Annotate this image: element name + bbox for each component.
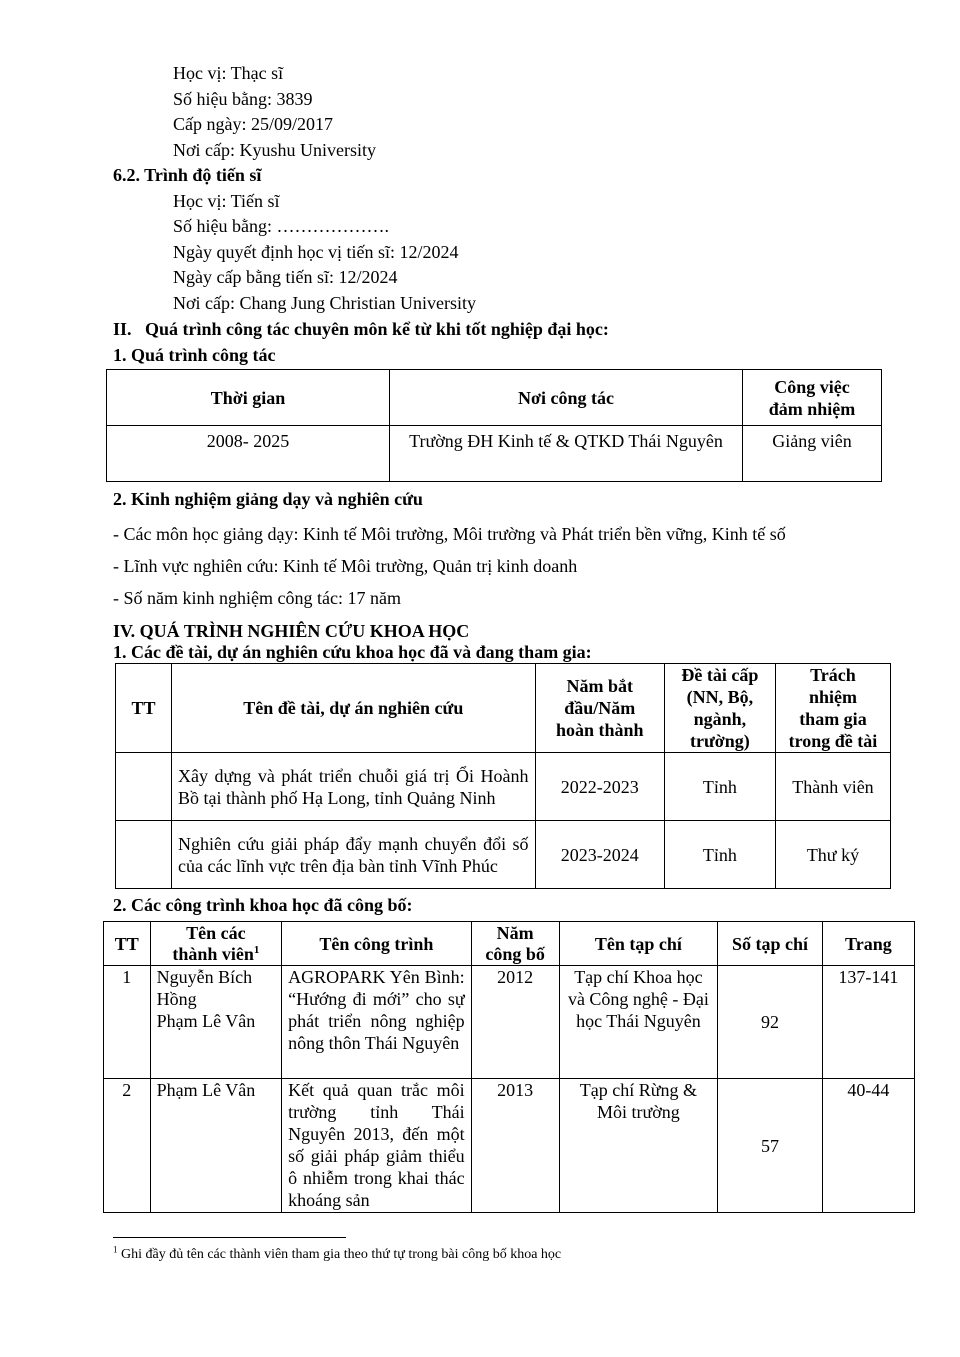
header-journal: Tên tạp chí — [559, 922, 717, 966]
cell-years: 2023-2024 — [535, 821, 664, 889]
cell-pages: 137-141 — [822, 966, 914, 1079]
cell-level: Tỉnh — [664, 753, 775, 821]
header-year: Năm công bố — [471, 922, 559, 966]
projects-table — [115, 663, 891, 889]
cell-tt: 2 — [104, 1079, 151, 1213]
section-ii-title: Quá trình công tác chuyên môn kể từ khi tốt nghiệp đại học: — [145, 319, 609, 339]
member-name: Phạm Lê Vân — [156, 1080, 256, 1100]
experience-heading: 2. Kinh nghiệm giảng dạy và nghiên cứu — [113, 489, 423, 509]
publications-heading: 2. Các công trình khoa học đã công bố: — [113, 895, 413, 915]
cell-title: Kết quả quan trắc môi trường tỉnh Thái Nguyên 2013, đến một số giải pháp giảm thiểu ô nhiễm trong khai thác khoáng sản — [282, 1079, 472, 1213]
header-level: Đề tài cấp (NN, Bộ, ngành, trường) — [664, 664, 775, 753]
header-time: Thời gian — [107, 370, 390, 426]
header-project-name: Tên đề tài, dự án nghiên cứu — [172, 664, 536, 753]
table-row — [104, 966, 915, 1079]
cell-pages: 40-44 — [822, 1079, 914, 1213]
header-workplace: Nơi công tác — [390, 370, 743, 426]
phd-certificate-number: Số hiệu bằng: ………………. — [173, 216, 389, 236]
section-ii-number: II. — [113, 319, 132, 339]
cell-tt: 1 — [104, 966, 151, 1079]
cell-members — [150, 1079, 282, 1213]
publications-table — [103, 921, 915, 1213]
header-members: Tên các thành viên$^1$ — [150, 922, 282, 966]
footnote-text: Ghi đầy đủ tên các thành viên tham gia theo thứ tự trong bài công bố khoa học — [121, 1247, 562, 1262]
cell-level: Tỉnh — [664, 821, 775, 889]
cell-journal: Tạp chí Khoa học và Công nghệ - Đại học Thái Nguyên — [559, 966, 717, 1079]
years-of-experience: - Số năm kinh nghiệm công tác: 17 năm — [113, 588, 401, 608]
cell-responsibility: Thành viên — [775, 753, 890, 821]
cell-year: 2013 — [471, 1079, 559, 1213]
header-years: Năm bắt đầu/Năm hoàn thành — [535, 664, 664, 753]
cell-tt — [116, 753, 172, 821]
cell-issue: 57 — [718, 1079, 823, 1213]
header-role: Công việc đảm nhiệm — [743, 370, 882, 426]
cell-years: 2022-2023 — [535, 753, 664, 821]
cell-time: 2008- 2025 — [107, 426, 390, 482]
research-fields: - Lĩnh vực nghiên cứu: Kinh tế Môi trường, Quản trị kinh doanh — [113, 556, 578, 576]
footnote — [113, 1244, 562, 1263]
cell-issue: 92 — [718, 966, 823, 1079]
phd-heading: 6.2. Trình độ tiến sĩ — [113, 165, 262, 185]
cell-role: Giảng viên — [743, 426, 882, 482]
section-iv-heading: IV. QUÁ TRÌNH NGHIÊN CỨU KHOA HỌC — [113, 621, 470, 641]
cell-responsibility: Thư ký — [775, 821, 890, 889]
header-tt: TT — [104, 922, 151, 966]
phd-issue-date: Ngày cấp bằng tiến sĩ: 12/2024 — [173, 267, 398, 287]
header-pages: Trang — [822, 922, 914, 966]
header-issue: Số tạp chí — [718, 922, 823, 966]
table-header-row — [104, 922, 915, 966]
cell-tt — [116, 821, 172, 889]
masters-issuer: Nơi cấp: Kyushu University — [173, 140, 376, 160]
masters-degree-title: Học vị: Thạc sĩ — [173, 63, 284, 83]
work-history-heading: 1. Quá trình công tác — [113, 345, 276, 365]
teaching-subjects: - Các môn học giảng dạy: Kinh tế Môi trường, Môi trường và Phát triển bền vững, Kinh tế số — [113, 524, 786, 544]
table-row — [104, 1079, 915, 1213]
cell-journal: Tạp chí Rừng & Môi trường — [559, 1079, 717, 1213]
member-name: Phạm Lê Vân — [156, 1011, 256, 1031]
work-history-table — [106, 369, 882, 482]
phd-decision-date: Ngày quyết định học vị tiến sĩ: 12/2024 — [173, 242, 459, 262]
cell-members — [150, 966, 282, 1079]
phd-issuer: Nơi cấp: Chang Jung Christian University — [173, 293, 476, 313]
masters-issue-date: Cấp ngày: 25/09/2017 — [173, 114, 333, 134]
header-title: Tên công trình — [282, 922, 472, 966]
phd-degree-title: Học vị: Tiến sĩ — [173, 191, 280, 211]
member-name: Nguyễn Bích Hồng — [156, 967, 253, 1009]
cell-project-name: Nghiên cứu giải pháp đẩy mạnh chuyển đổi số của các lĩnh vực trên địa bàn tỉnh Vĩnh Phúc — [172, 821, 536, 889]
masters-certificate-number: Số hiệu bằng: 3839 — [173, 89, 313, 109]
table-row — [116, 821, 891, 889]
table-header-row — [116, 664, 891, 753]
table-row — [116, 753, 891, 821]
header-responsibility: Trách nhiệm tham gia trong đề tài — [775, 664, 890, 753]
section-ii-heading — [113, 318, 609, 340]
footnote-mark: 1 — [113, 1244, 118, 1255]
cell-workplace: Trường ĐH Kinh tế & QTKD Thái Nguyên — [390, 426, 743, 482]
table-row — [107, 426, 882, 482]
projects-heading: 1. Các đề tài, dự án nghiên cứu khoa học đã và đang tham gia: — [113, 642, 592, 662]
cell-year: 2012 — [471, 966, 559, 1079]
cell-title: AGROPARK Yên Bình: “Hướng đi mới” cho sự phát triển nông nghiệp nông thôn Thái Nguyên — [282, 966, 472, 1079]
cell-project-name: Xây dựng và phát triển chuỗi giá trị Ổi Hoành Bồ tại thành phố Hạ Long, tỉnh Quảng Ninh — [172, 753, 536, 821]
table-header-row — [107, 370, 882, 426]
footnote-reference[interactable]: 1 — [253, 943, 260, 956]
footnote-separator — [113, 1237, 346, 1238]
header-tt: TT — [116, 664, 172, 753]
